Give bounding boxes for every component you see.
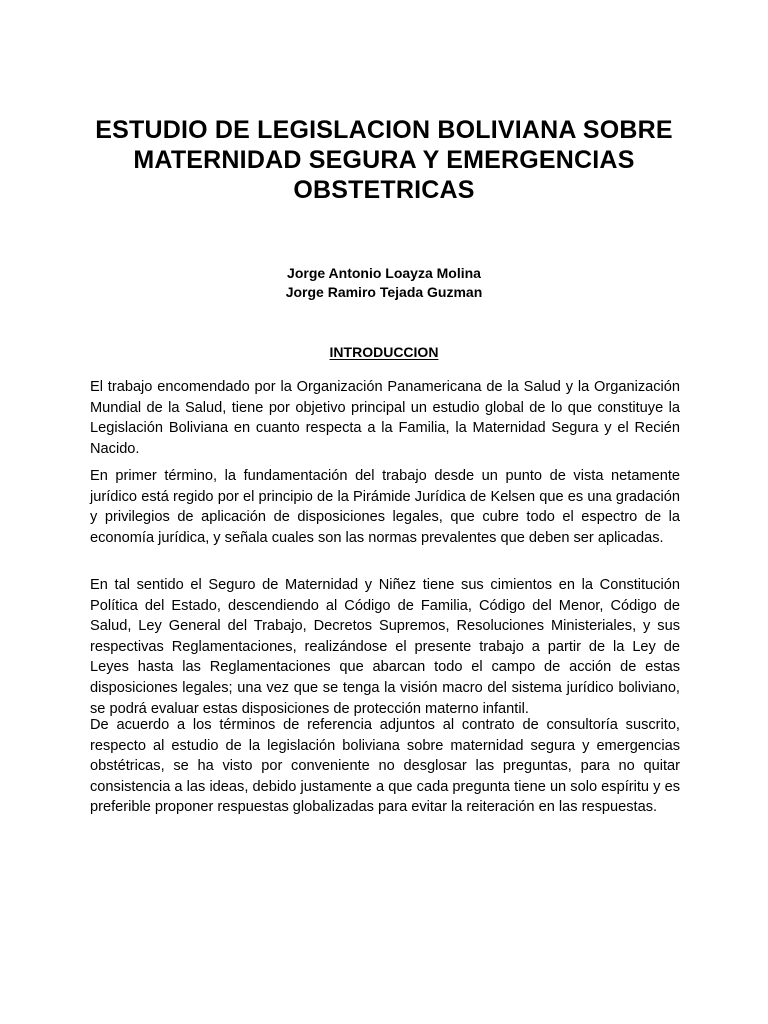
title-line: OBSTETRICAS [293, 176, 475, 204]
author-list [60, 264, 708, 302]
body-paragraph: El trabajo encomendado por la Organización Panamericana de la Salud y la Organización Mundial de la Salud, tiene por objetivo principal un estudio global de lo que constituye la Legislación Boliviana en cuanto respecta a la Familia, la Maternidad Segura y el Recién Nacido. [90, 379, 680, 457]
body-paragraph: De acuerdo a los términos de referencia adjuntos al contrato de consultoría suscrito, respecto al estudio de la legislación boliviana sobre maternidad segura y emergencias obstétricas, se ha visto por conveniente no desglosar las preguntas, para no quitar consistencia a las ideas, debido justamente a que cada pregunta tiene un solo espíritu y es preferible proponer respuestas globalizadas para evitar la reiteración en las respuestas. [90, 717, 680, 816]
title-line: ESTUDIO DE LEGISLACION BOLIVIANA SOBRE [95, 116, 673, 144]
title-line: MATERNIDAD SEGURA Y EMERGENCIAS [133, 146, 635, 174]
body-paragraph: En tal sentido el Seguro de Maternidad y Niñez tiene sus cimientos en la Constitución Política del Estado, descendiendo al Código de Familia, Código del Menor, Código de Salud, Ley General del Trabajo, Decretos Supremos, Resoluciones Ministeriales, y sus respectivas Reglamentaciones, realizándose el presente trabajo a partir de la Ley de Leyes hasta las Reglamentaciones que abarcan todo el campo de acción de estas disposiciones legales; una vez que se tenga la visión macro del sistema jurídico boliviano, se podrá evaluar estas disposiciones de protección materno infantil. [90, 577, 680, 717]
author-name: Jorge Ramiro Tejada Guzman [285, 284, 483, 300]
document-title [60, 115, 708, 205]
section-heading [60, 343, 708, 361]
author-name: Jorge Antonio Loayza Molina [287, 265, 481, 281]
section-heading-text: INTRODUCCION [329, 344, 439, 360]
body-paragraph: En primer término, la fundamentación del trabajo desde un punto de vista netamente jurídico está regido por el principio de la Pirámide Jurídica de Kelsen que es una gradación y privilegios de aplicación de disposiciones legales, que cubre todo el espectro de la economía jurídica, y señala cuales son las normas prevalentes que deben ser aplicadas. [90, 468, 680, 546]
